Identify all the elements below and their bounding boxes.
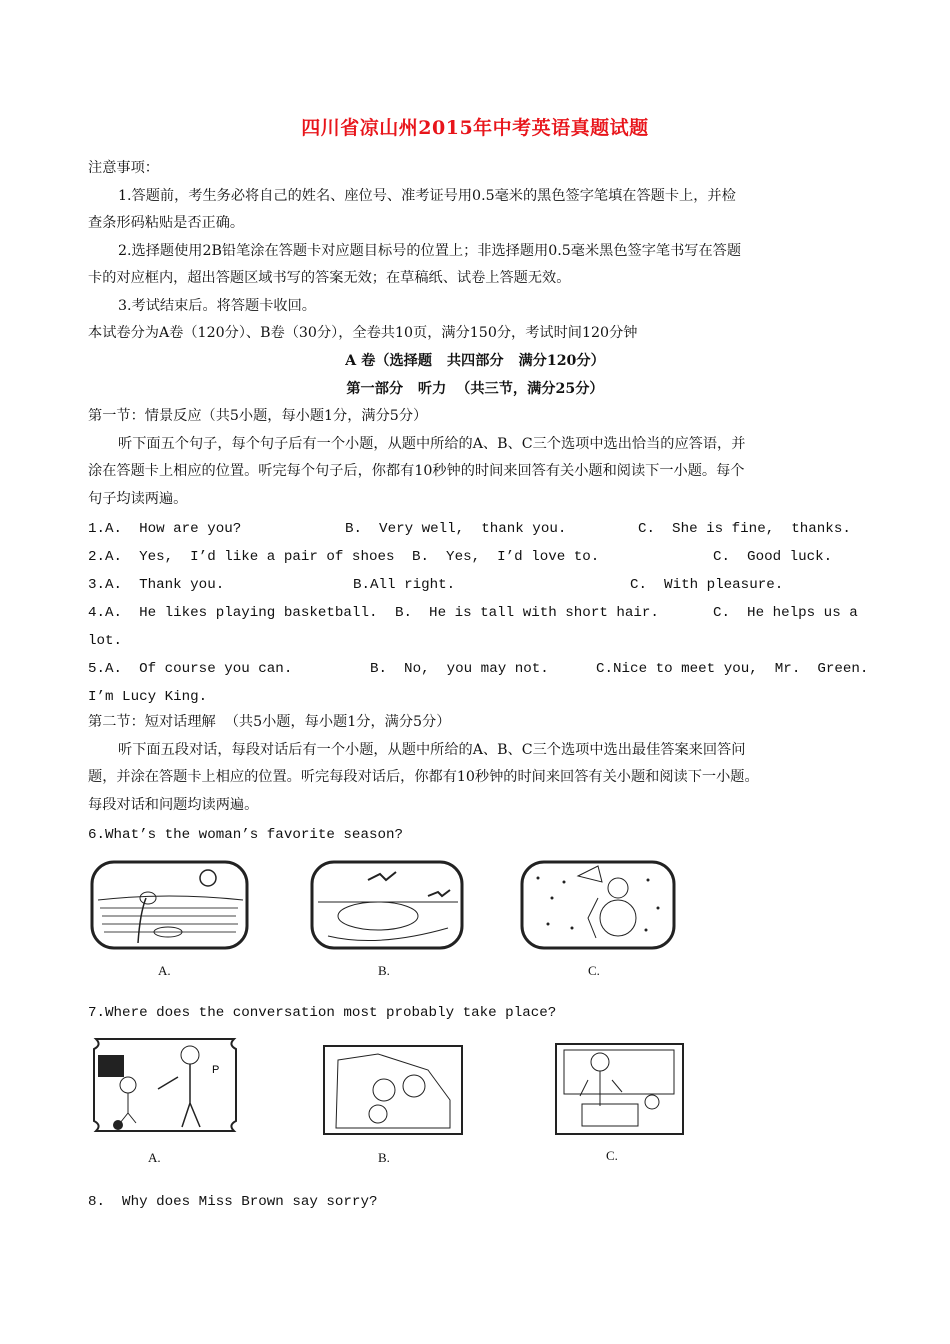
page-title: 四川省凉山州2015年中考英语真题试题	[301, 117, 649, 139]
q3-option-a: 3.A. Thank you.	[88, 577, 225, 593]
q2-option-c: C. Good luck.	[713, 549, 833, 565]
q4-option-a: 4.A. He likes playing basketball.	[88, 605, 378, 621]
svg-text:P: P	[212, 1064, 220, 1076]
note-line: 3.考试结束后。将答题卡收回。	[118, 298, 316, 314]
q2-option-b: B. Yes, I’d love to.	[412, 549, 600, 565]
instruction-line: 每段对话和问题均读两遍。	[88, 797, 259, 813]
section1-heading: 第一节：情景反应（共5小题，每小题1分，满分5分）	[88, 408, 428, 424]
q5-option-c: C.Nice to meet you, Mr. Green.	[596, 661, 869, 677]
note-line: 卡的对应框内，超出答题区域书写的答案无效；在草稿纸、试卷上答题无效。	[88, 270, 571, 286]
instruction-line: 涂在答题卡上相应的位置。听完每个句子后，你都有10秒钟的时间来回答有关小题和阅读下一小题。每个	[88, 463, 745, 479]
q4-continuation: lot.	[88, 633, 123, 649]
instruction-line: 听下面五段对话，每段对话后有一个小题，从题中所给的A、B、C三个选项中选出最佳答案来回答问	[118, 742, 746, 758]
q6-label-b: B.	[378, 963, 390, 978]
note-line: 1.答题前，考生务必将自己的姓名、座位号、准考证号用0.5毫米的黑色签字笔填在答题卡上，并检	[118, 188, 736, 204]
question-8: 8. Why does Miss Brown say sorry?	[88, 1194, 378, 1210]
q2-option-a: 2.A. Yes, I’d like a pair of shoes	[88, 549, 395, 565]
q7-picture-b	[318, 1040, 468, 1140]
q1-option-c: C. She is fine, thanks.	[638, 521, 851, 537]
q4-option-b: B. He is tall with short hair.	[395, 605, 659, 621]
notes-heading: 注意事项：	[88, 160, 159, 176]
q6-picture-c	[518, 858, 678, 953]
q3-option-b: B.All right.	[353, 577, 456, 593]
note-line: 查条形码粘贴是否正确。	[88, 215, 245, 231]
part-one-heading: 第一部分 听力 （共三节，满分25分）	[346, 381, 604, 397]
exam-info: 本试卷分为A卷（120分）、B卷（30分），全卷共10页，满分150分，考试时间120分钟	[88, 325, 638, 341]
q7-label-c: C.	[606, 1148, 618, 1163]
q4-option-c: C. He helps us a	[713, 605, 858, 621]
instruction-line: 题，并涂在答题卡上相应的位置。听完每段对话后，你都有10秒钟的时间来回答有关小题和阅读下一小题。	[88, 769, 759, 785]
q7-label-b: B.	[378, 1150, 390, 1165]
q1-option-a: 1.A. How are you?	[88, 521, 242, 537]
instruction-line: 句子均读两遍。	[88, 491, 188, 507]
question-6: 6.What’s the woman’s favorite season?	[88, 827, 404, 843]
q5-option-b: B. No, you may not.	[370, 661, 549, 677]
q3-option-c: C. With pleasure.	[630, 577, 784, 593]
section2-heading: 第二节：短对话理解 （共5小题，每小题1分，满分5分）	[88, 714, 451, 730]
q5-continuation: I’m Lucy King.	[88, 689, 208, 705]
q6-picture-a	[88, 858, 253, 953]
q6-picture-b	[308, 858, 468, 953]
volume-a-heading: A 卷（选择题 共四部分 满分120分）	[345, 353, 605, 369]
q7-picture-a	[88, 1033, 243, 1138]
q1-option-b: B. Very well, thank you.	[345, 521, 567, 537]
q7-picture-c	[552, 1040, 687, 1140]
note-line: 2.选择题使用2B铅笔涂在答题卡对应题目标号的位置上；非选择题用0.5毫米黑色签字笔书写在答题	[118, 243, 742, 259]
q5-option-a: 5.A. Of course you can.	[88, 661, 293, 677]
q6-label-a: A.	[158, 963, 171, 978]
instruction-line: 听下面五个句子，每个句子后有一个小题，从题中所给的A、B、C三个选项中选出恰当的应答语，并	[118, 436, 746, 452]
question-7: 7.Where does the conversation most probably take place?	[88, 1005, 557, 1021]
q6-label-c: C.	[588, 963, 600, 978]
q7-label-a: A.	[148, 1150, 161, 1165]
